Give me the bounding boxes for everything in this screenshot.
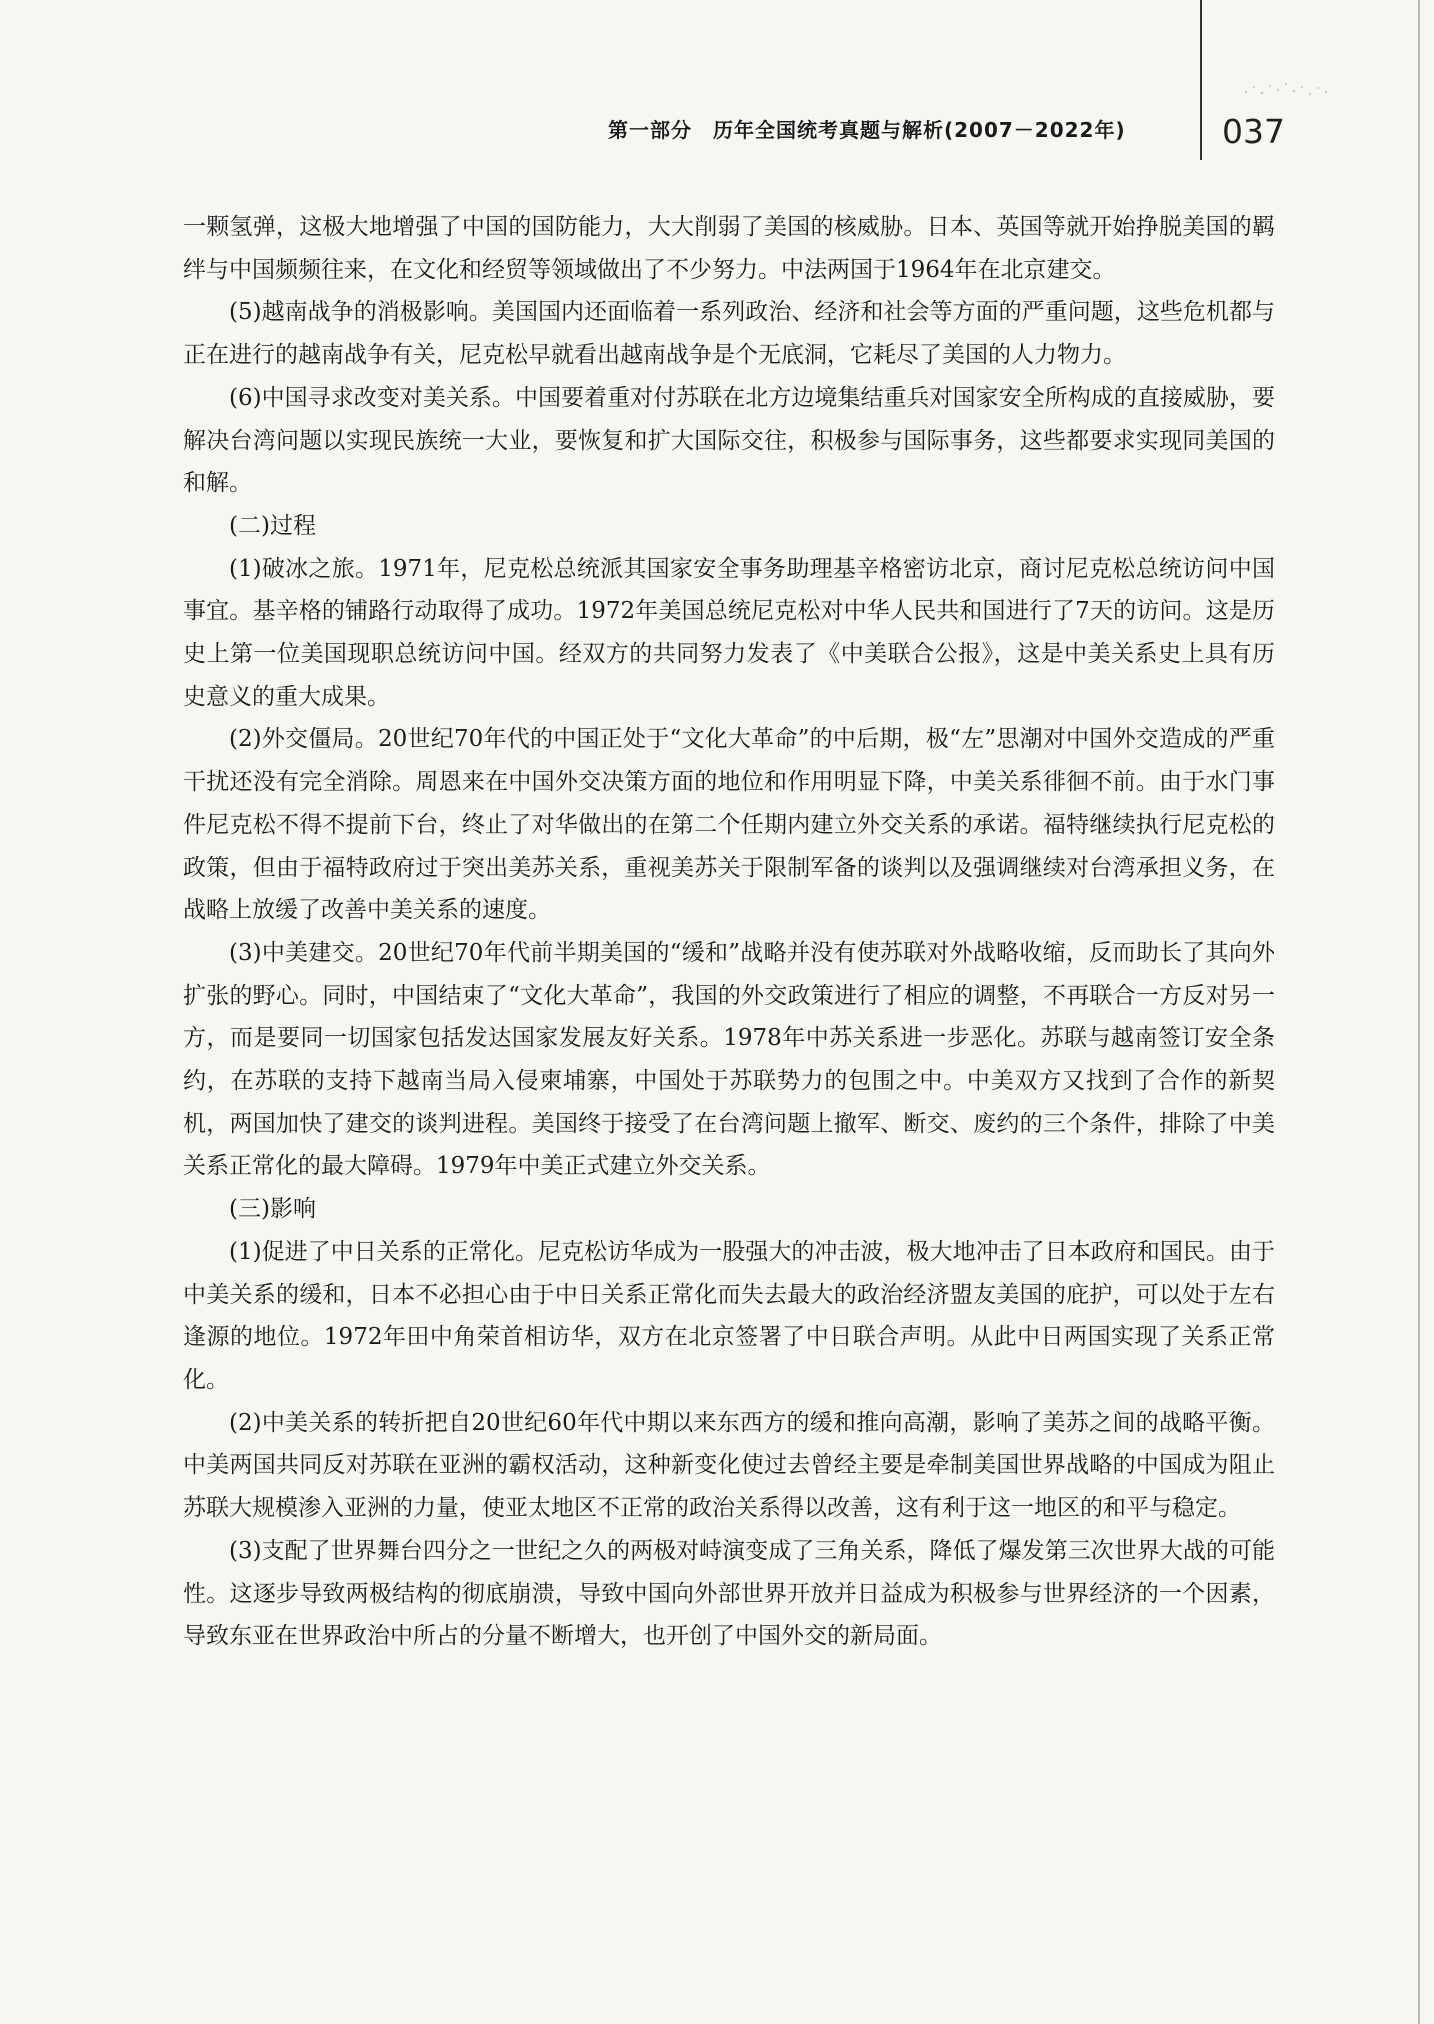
section-heading-process: (二)过程: [229, 512, 316, 539]
section-heading-impact: (三)影响: [229, 1196, 316, 1223]
page-header: [0, 0, 1434, 160]
page-number: 037: [1222, 112, 1285, 151]
running-head: 第一部分 历年全国统考真题与解析(2007－2022年): [608, 118, 1126, 142]
paragraph: (6)中国寻求改变对美关系。中国要着重对付苏联在北方边境集结重兵对国家安全所构成的直接威胁，要解决台湾问题以实现民族统一大业，要恢复和扩大国际交往，积极参与国际事务，这些都要求实现同美国的和解。: [183, 384, 1275, 497]
paragraph: (2)中美关系的转折把自20世纪60年代中期以来东西方的缓和推向高潮，影响了美苏之间的战略平衡。中美两国共同反对苏联在亚洲的霸权活动，这种新变化使过去曾经主要是牵制美国世界战略的中国成为阻止苏联大规模渗入亚洲的力量，使亚太地区不正常的政治关系得以改善，这有利于这一地区的和平与稳定。: [183, 1409, 1275, 1522]
paragraph: (3)中美建交。20世纪70年代前半期美国的“缓和”战略并没有使苏联对外战略收缩，反而助长了其向外扩张的野心。同时，中国结束了“文化大革命”，我国的外交政策进行了相应的调整，不再联合一方反对另一方，而是要同一切国家包括发达国家发展友好关系。1978年中苏关系进一步恶化。苏联与越南签订安全条约，在苏联的支持下越南当局入侵柬埔寨，中国处于苏联势力的包围之中。中美双方又找到了合作的新契机，两国加快了建交的谈判进程。美国终于接受了在台湾问题上撤军、断交、废约的三个条件，排除了中美关系正常化的最大障碍。1979年中美正式建立外交关系。: [183, 939, 1275, 1180]
paragraph: (5)越南战争的消极影响。美国国内还面临着一系列政治、经济和社会等方面的严重问题，这些危机都与正在进行的越南战争有关，尼克松早就看出越南战争是个无底洞，它耗尽了美国的人力物力。: [183, 299, 1275, 369]
paragraph: (1)破冰之旅。1971年，尼克松总统派其国家安全事务助理基辛格密访北京，商讨尼克松总统访问中国事宜。基辛格的铺路行动取得了成功。1972年美国总统尼克松对中华人民共和国进行了7天的访问。这是历史上第一位美国现职总统访问中国。经双方的共同努力发表了《中美联合公报》，这是中美关系史上具有历史意义的重大成果。: [183, 555, 1275, 710]
paragraph: (1)促进了中日关系的正常化。尼克松访华成为一股强大的冲击波，极大地冲击了日本政府和国民。由于中美关系的缓和，日本不必担心由于中日关系正常化而失去最大的政治经济盟友美国的庇护，可以处于左右逢源的地位。1972年田中角荣首相访华，双方在北京签署了中日联合声明。从此中日两国实现了关系正常化。: [183, 1238, 1275, 1393]
paragraph: (3)支配了世界舞台四分之一世纪之久的两极对峙演变成了三角关系，降低了爆发第三次世界大战的可能性。这逐步导致两极结构的彻底崩溃，导致中国向外部世界开放并日益成为积极参与世界经济的一个因素，导致东亚在世界政治中所占的分量不断增大，也开创了中国外交的新局面。: [183, 1537, 1275, 1650]
paragraph-continued: 一颗氢弹，这极大地增强了中国的国防能力，大大削弱了美国的核威胁。日本、英国等就开始挣脱美国的羁绊与中国频频往来，在文化和经贸等领域做出了不少努力。中法两国于1964年在北京建交。: [183, 214, 1275, 283]
body-text: [183, 206, 1275, 1658]
page-edge-line: [1418, 0, 1420, 2024]
header-divider: [1200, 0, 1202, 160]
paragraph: (2)外交僵局。20世纪70年代的中国正处于“文化大革命”的中后期，极“左”思潮对中国外交造成的严重干扰还没有完全消除。周恩来在中国外交决策方面的地位和作用明显下降，中美关系徘徊不前。由于水门事件尼克松不得不提前下台，终止了对华做出的在第二个任期内建立外交关系的承诺。福特继续执行尼克松的政策，但由于福特政府过于突出美苏关系，重视美苏关于限制军备的谈判以及强调继续对台湾承担义务，在战略上放缓了改善中美关系的速度。: [183, 726, 1275, 924]
scan-speckle-icon: [1240, 78, 1336, 102]
